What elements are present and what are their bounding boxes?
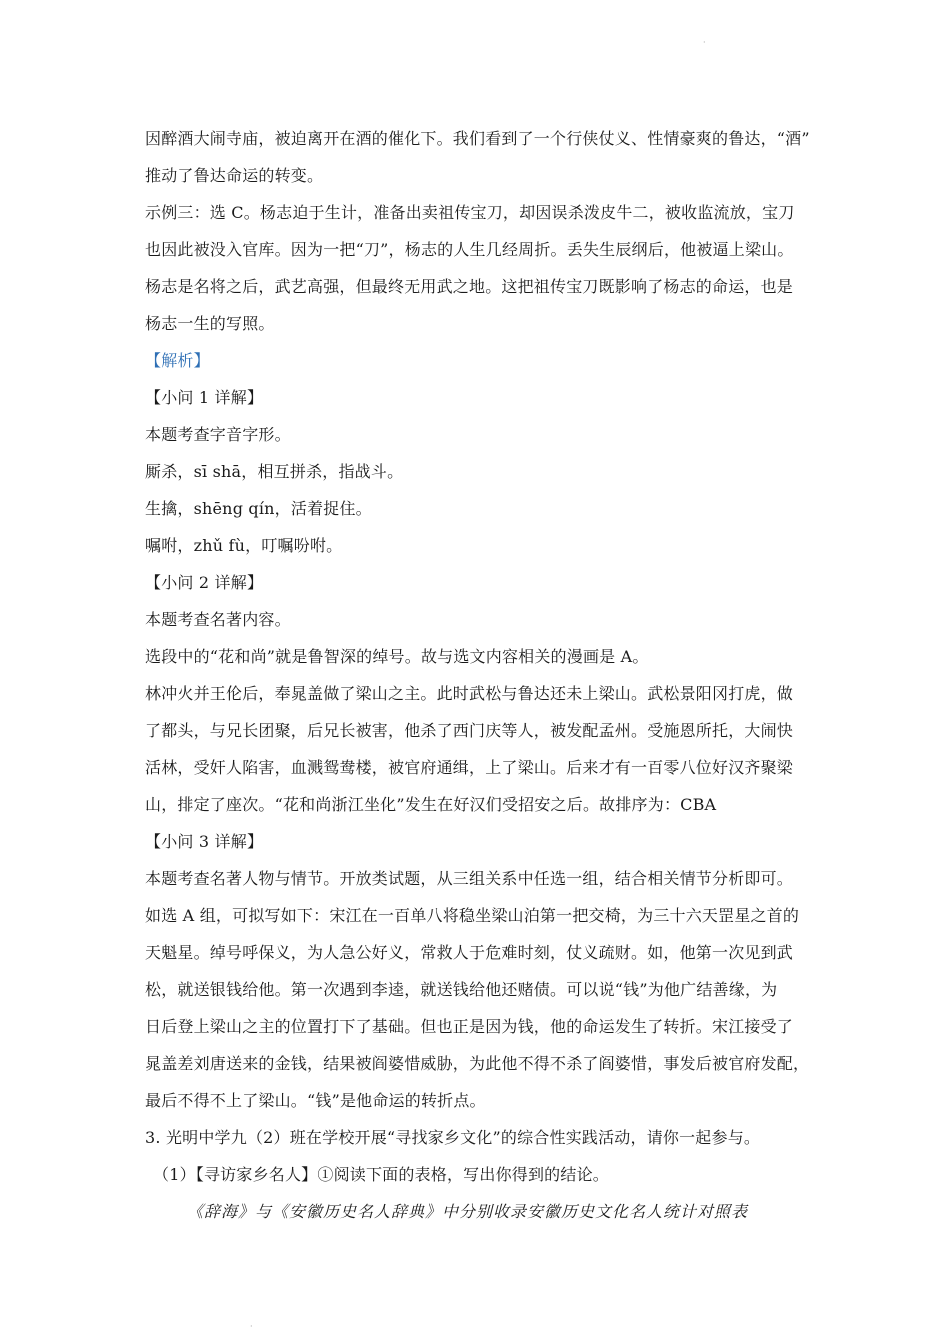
text-line: 了都头，与兄长团聚，后兄长被害，他杀了西门庆等人，被发配孟州。受施恩所托，大闹快 bbox=[145, 721, 794, 740]
table-caption: 《辞海》与《安徽历史名人辞典》中分别收录安徽历史文化名人统计对照表 bbox=[187, 1202, 749, 1221]
text-line: 本题考查字音字形。 bbox=[145, 425, 291, 444]
text-line: 天魁星。绰号呼保义，为人急公好义，常救人于危难时刻，仗义疏财。如，他第一次见到武 bbox=[145, 943, 794, 962]
document-body bbox=[145, 120, 817, 1230]
subquestion-2-heading: 【小问 2 详解】 bbox=[145, 573, 264, 592]
text-line: 晁盖差刘唐送来的金钱，结果被阎婆惜威胁，为此他不得不杀了阎婆惜，事发后被官府发配， bbox=[145, 1054, 810, 1073]
text-line: 如选 A 组，可拟写如下：宋江在一百单八将稳坐梁山泊第一把交椅，为三十六天罡星之首的 bbox=[145, 906, 800, 925]
page-mark-bottom: · bbox=[250, 1322, 253, 1331]
analysis-heading: 【解析】 bbox=[145, 351, 210, 370]
text-line: 示例三：选 C。杨志迫于生计，准备出卖祖传宝刀，却因误杀泼皮牛二，被收监流放，宝刀 bbox=[145, 203, 795, 222]
text-line: 杨志是名将之后，武艺高强，但最终无用武之地。这把祖传宝刀既影响了杨志的命运，也是 bbox=[145, 277, 794, 296]
text-line: 厮杀，sī shā，相互拼杀，指战斗。 bbox=[145, 462, 404, 481]
text-line: 推动了鲁达命运的转变。 bbox=[145, 166, 324, 185]
text-line: 林冲火并王伦后，奉晁盖做了梁山之主。此时武松与鲁达还未上梁山。武松景阳冈打虎，做 bbox=[145, 684, 794, 703]
text-line: 杨志一生的写照。 bbox=[145, 314, 275, 333]
question-3-part-1: （1）【寻访家乡名人】①阅读下面的表格，写出你得到的结论。 bbox=[153, 1165, 609, 1184]
text-line: 最后不得不上了梁山。“钱”是他命运的转折点。 bbox=[145, 1091, 486, 1110]
text-line: 本题考查名著人物与情节。开放类试题，从三组关系中任选一组，结合相关情节分析即可。 bbox=[145, 869, 794, 888]
text-line: 本题考查名著内容。 bbox=[145, 610, 291, 629]
text-line: 活林，受奸人陷害，血溅鸳鸯楼，被官府通缉，上了梁山。后来才有一百零八位好汉齐聚梁 bbox=[145, 758, 794, 777]
page-mark-top: · bbox=[703, 38, 706, 47]
subquestion-1-heading: 【小问 1 详解】 bbox=[145, 388, 264, 407]
text-line: 山，排定了座次。“花和尚浙江坐化”发生在好汉们受招安之后。故排序为：CBA bbox=[145, 795, 717, 814]
text-line: 因醉酒大闹寺庙，被迫离开在酒的催化下。我们看到了一个行侠仗义、性情豪爽的鲁达，“酒” bbox=[145, 129, 810, 148]
text-line: 生擒，shēng qín，活着捉住。 bbox=[145, 499, 372, 518]
text-line: 日后登上梁山之主的位置打下了基础。但也正是因为钱，他的命运发生了转折。宋江接受了 bbox=[145, 1017, 794, 1036]
question-3-stem: 3. 光明中学九（2）班在学校开展“寻找家乡文化”的综合性实践活动，请你一起参与。 bbox=[145, 1128, 761, 1147]
text-line: 嘱咐，zhǔ fù，叮嘱吩咐。 bbox=[145, 536, 343, 555]
text-line: 松，就送银钱给他。第一次遇到李逵，就送钱给他还赌债。可以说“钱”为他广结善缘，为 bbox=[145, 980, 778, 999]
text-line: 也因此被没入官库。因为一把“刀”，杨志的人生几经周折。丢失生辰纲后，他被逼上梁山。 bbox=[145, 240, 794, 259]
subquestion-3-heading: 【小问 3 详解】 bbox=[145, 832, 264, 851]
text-line: 选段中的“花和尚”就是鲁智深的绰号。故与选文内容相关的漫画是 A。 bbox=[145, 647, 649, 666]
